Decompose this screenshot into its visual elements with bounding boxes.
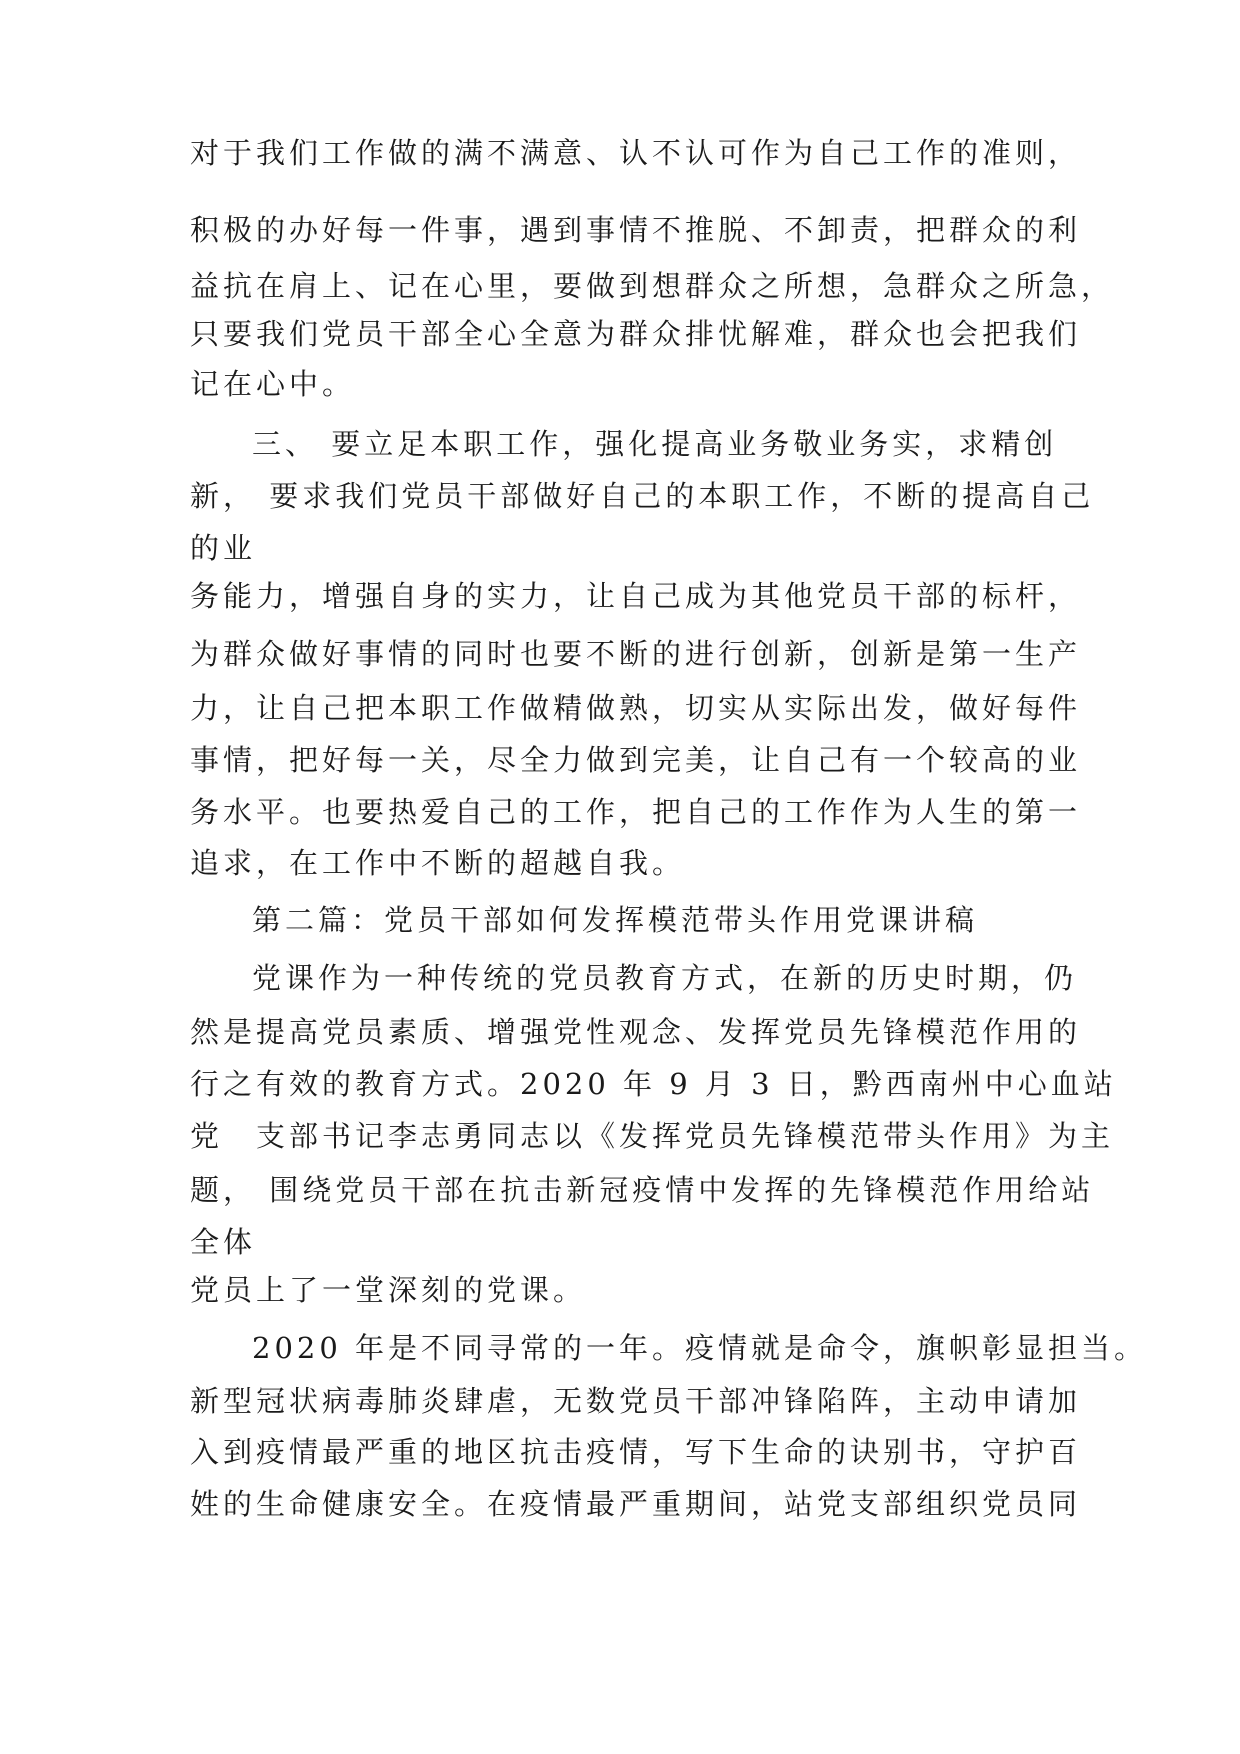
text-line: 新， 要求我们党员干部做好自己的本职工作，不断的提高自己 bbox=[190, 479, 1095, 513]
text-line: 全体 bbox=[190, 1225, 257, 1259]
text-line: 新型冠状病毒肺炎肆虐，无数党员干部冲锋陷阵，主动申请加 bbox=[190, 1384, 1082, 1418]
text-line: 2020 年是不同寻常的一年。疫情就是命令，旗帜彰显担当。 bbox=[252, 1331, 1148, 1365]
text-line: 党员上了一堂深刻的党课。 bbox=[190, 1273, 587, 1307]
text-line: 姓的生命健康安全。在疫情最严重期间，站党支部组织党员同 bbox=[190, 1487, 1082, 1521]
text-line: 然是提高党员素质、增强党性观念、发挥党员先锋模范作用的 bbox=[190, 1015, 1082, 1049]
text-line: 行之有效的教育方式。2020 年 9 月 3 日，黔西南州中心血站 bbox=[190, 1067, 1117, 1101]
text-line: 追求，在工作中不断的超越自我。 bbox=[190, 846, 686, 880]
text-line: 益抗在肩上、记在心里，要做到想群众之所想，急群众之所急， bbox=[190, 269, 1115, 303]
section-heading: 三、 要立足本职工作，强化提高业务敬业务实，求精创 bbox=[252, 427, 1058, 461]
text-line: 的业 bbox=[190, 531, 257, 565]
text-line: 务能力，增强自身的实力，让自己成为其他党员干部的标杆， bbox=[190, 579, 1082, 613]
text-line: 事情，把好每一关，尽全力做到完美，让自己有一个较高的业 bbox=[190, 743, 1082, 777]
text-line: 只要我们党员干部全心全意为群众排忧解难，群众也会把我们 bbox=[190, 317, 1082, 351]
text-line: 记在心中。 bbox=[190, 367, 356, 401]
text-line: 党 支部书记李志勇同志以《发挥党员先锋模范带头作用》为主 bbox=[190, 1119, 1115, 1153]
text-line: 入到疫情最严重的地区抗击疫情，写下生命的诀别书，守护百 bbox=[190, 1435, 1082, 1469]
text-line: 对于我们工作做的满不满意、认不认可作为自己工作的准则， bbox=[190, 136, 1082, 170]
text-line: 题， 围绕党员干部在抗击新冠疫情中发挥的先锋模范作用给站 bbox=[190, 1173, 1095, 1207]
text-line: 积极的办好每一件事，遇到事情不推脱、不卸责，把群众的利 bbox=[190, 213, 1082, 247]
text-line: 党课作为一种传统的党员教育方式，在新的历史时期，仍 bbox=[252, 961, 1078, 995]
text-line: 为群众做好事情的同时也要不断的进行创新，创新是第一生产 bbox=[190, 637, 1082, 671]
text-line: 力，让自己把本职工作做精做熟，切实从实际出发，做好每件 bbox=[190, 691, 1082, 725]
chapter-title: 第二篇：党员干部如何发挥模范带头作用党课讲稿 bbox=[252, 903, 979, 937]
text-line: 务水平。也要热爱自己的工作，把自己的工作作为人生的第一 bbox=[190, 795, 1082, 829]
